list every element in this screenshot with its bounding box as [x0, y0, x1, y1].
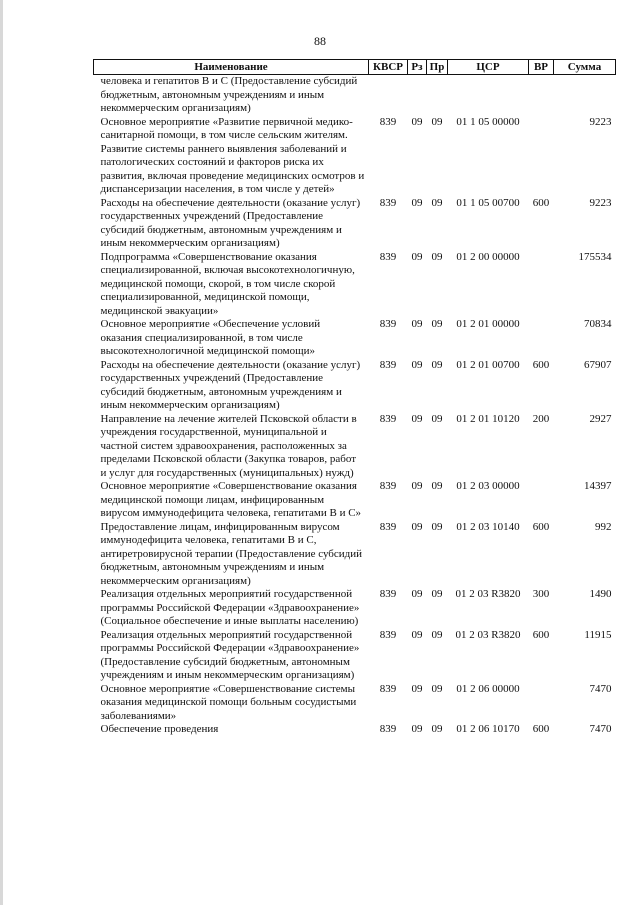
table-row: Обеспечение проведения 839 09 09 01 2 06 10170 600 7470 [94, 723, 616, 737]
row-name: Основное мероприятие «Совершенствование оказания медицинской помощи лицам, инфицированным вирусом иммунодефицита человека, гепатитами В и С» [100, 480, 362, 519]
table-row [94, 75, 616, 116]
row-name: Реализация отдельных мероприятий государственной программы Российской Федерации «Здравоохранение» (Социальное обеспечение и иные выплаты населению) [100, 588, 360, 627]
header-rz: Рз [408, 60, 427, 75]
row-name: Реализация отдельных мероприятий государственной программы Российской Федерации «Здравоохранение» (Предоставление субсидий бюджетным, автономным учреждениям и иным некоммерческим организациям) [100, 628, 360, 681]
row-name: Направление на лечение жителей Псковской области в учреждения государственной, муниципальной и частной систем здравоохранения, расположенных за пределами Псковской области (Закупка товаров, работ и услуг для государственных (муниципальных) нужд) [100, 412, 357, 479]
table-row: Основное мероприятие «Совершенствование системы оказания медицинской помощи больным сосудистыми заболеваниями» 839 09 09 01 2 06 00000 7470 [94, 683, 616, 724]
budget-table-container [93, 59, 615, 737]
row-name: Основное мероприятие «Обеспечение условий оказания специализированной, в том числе высокотехнологичной медицинской помощи» [100, 318, 321, 357]
page-number: 88 [314, 34, 326, 48]
table-row: Основное мероприятие «Развитие первичной медико-санитарной помощи, в том числе сельским жителям. Развитие системы раннего выявления заболеваний и патологических состояний и факторов риска их развития, включая проведение медицинских осмотров и диспансеризации населения, в том числе у детей» 839 09 09 01 1 05 00000 9223 [94, 116, 616, 197]
row-name: Расходы на обеспечение деятельности (оказание услуг) государственных учреждений (Предоставление субсидий бюджетным, автономным учреждениям и иным некоммерческим организациям) [100, 358, 361, 411]
row-name: Расходы на обеспечение деятельности (оказание услуг) государственных учреждений (Предоставление субсидий бюджетным, автономным учреждениям и иным некоммерческим организациям) [100, 196, 361, 249]
header-name: Наименование [94, 60, 369, 75]
table-row: Подпрограмма «Совершенствование оказания специализированной, включая высокотехнологичную, медицинской помощи, скорой, в том числе скорой специализированной, медицинской помощи, медицинской эвакуации» 839 09 09 01 2 00 00000 175534 [94, 251, 616, 319]
row-name: Основное мероприятие «Развитие первичной медико-санитарной помощи, в том числе сельским жителям. Развитие системы раннего выявления заболеваний и патологических состояний и факторов риска их развития, включая проведение медицинских осмотров и диспансеризации населения, в том числе у детей» [100, 115, 365, 195]
row-name: Подпрограмма «Совершенствование оказания специализированной, включая высокотехнологичную, медицинской помощи, скорой, в том числе скорой специализированной, медицинской помощи, медицинской эвакуации» [100, 250, 355, 317]
budget-table [93, 59, 616, 737]
header-csr: ЦСР [448, 60, 529, 75]
table-row: Направление на лечение жителей Псковской области в учреждения государственной, муниципальной и частной систем здравоохранения, расположенных за пределами Псковской области (Закупка товаров, работ и услуг для государственных (муниципальных) нужд) 839 09 09 01 2 01 10120 200 2927 [94, 413, 616, 481]
row-name: Обеспечение проведения [100, 723, 219, 735]
table-row: Основное мероприятие «Совершенствование оказания медицинской помощи лицам, инфицированным вирусом иммунодефицита человека, гепатитами В и С» 839 09 09 01 2 03 00000 14397 [94, 480, 616, 521]
table-row: Реализация отдельных мероприятий государственной программы Российской Федерации «Здравоохранение» (Предоставление субсидий бюджетным, автономным учреждениям и иным некоммерческим организациям) 839 09 09 01 2 03 R3820 600 11915 [94, 629, 616, 683]
table-row: Реализация отдельных мероприятий государственной программы Российской Федерации «Здравоохранение» (Социальное обеспечение и иные выплаты населению) 839 09 09 01 2 03 R3820 300 1490 [94, 588, 616, 629]
scan-edge [0, 0, 3, 905]
table-header-row [94, 60, 616, 75]
table-row: Расходы на обеспечение деятельности (оказание услуг) государственных учреждений (Предоставление субсидий бюджетным, автономным учреждениям и иным некоммерческим организациям) 839 09 09 01 1 05 00700 600 9223 [94, 197, 616, 251]
header-vr: ВР [529, 60, 554, 75]
header-pr: Пр [427, 60, 448, 75]
header-kvsr: КВСР [369, 60, 408, 75]
row-name: Основное мероприятие «Совершенствование системы оказания медицинской помощи больным сосудистыми заболеваниями» [100, 682, 357, 722]
table-row: Основное мероприятие «Обеспечение условий оказания специализированной, в том числе высокотехнологичной медицинской помощи» 839 09 09 01 2 01 00000 70834 [94, 318, 616, 359]
table-row: Предоставление лицам, инфицированным вирусом иммунодефицита человека, гепатитами В и С, антиретровирусной терапии (Предоставление субсидий бюджетным, автономным учреждениям и иным некоммерческим организациям) 839 09 09 01 2 03 10140 600 992 [94, 521, 616, 589]
row-name: человека и гепатитов В и С (Предоставление субсидий бюджетным, автономным учреждениям и иным некоммерческим организациям) [100, 75, 358, 114]
table-row: Расходы на обеспечение деятельности (оказание услуг) государственных учреждений (Предоставление субсидий бюджетным, автономным учреждениям и иным некоммерческим организациям) 839 09 09 01 2 01 00700 600 67907 [94, 359, 616, 413]
header-sum: Сумма [554, 60, 616, 75]
row-name: Предоставление лицам, инфицированным вирусом иммунодефицита человека, гепатитами В и С, антиретровирусной терапии (Предоставление субсидий бюджетным, автономным учреждениям и иным некоммерческим организациям) [100, 520, 363, 587]
